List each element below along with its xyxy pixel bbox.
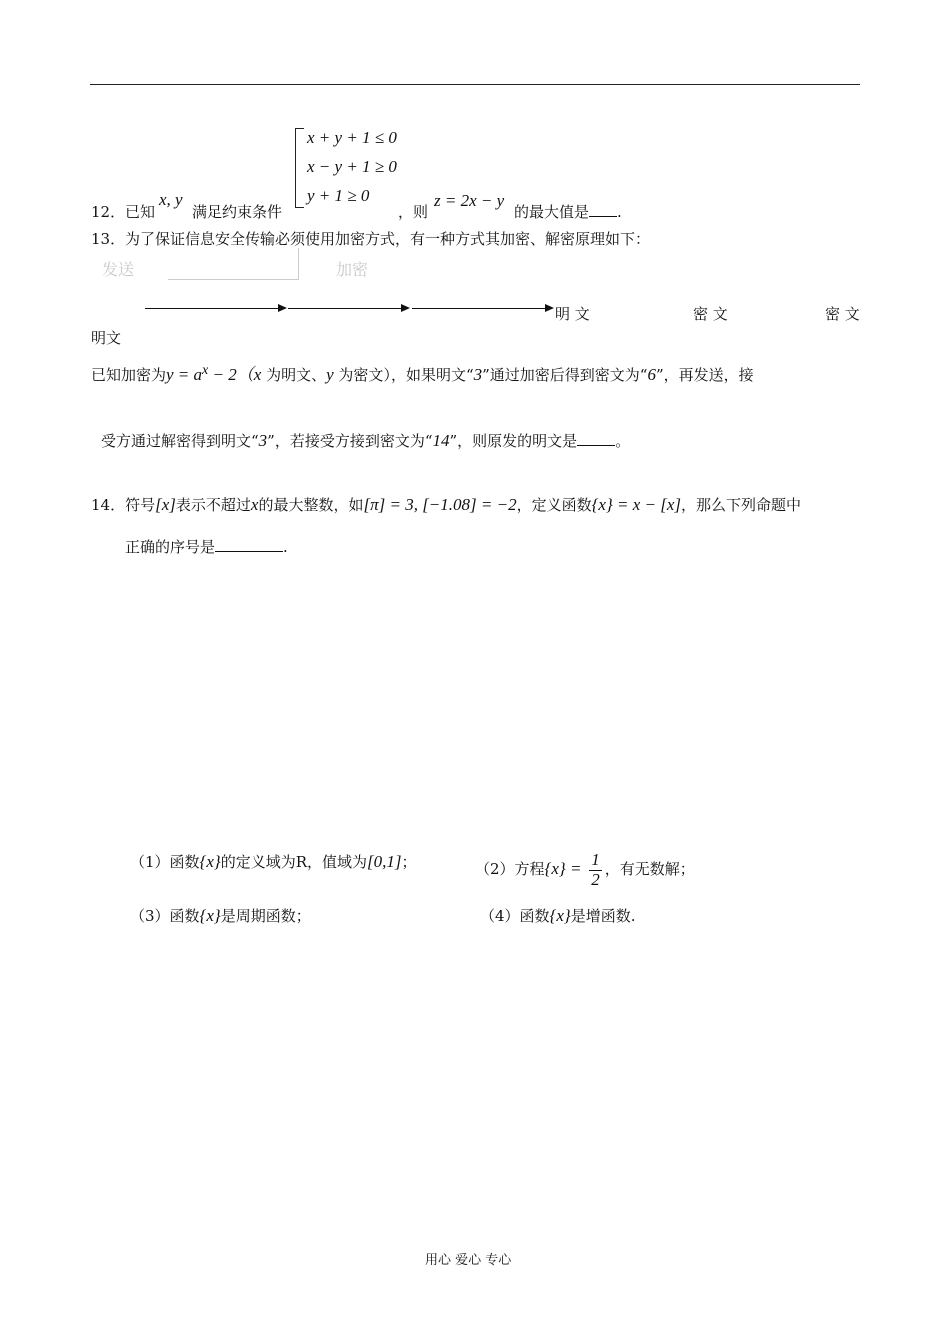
constraint-1: x + y + 1 ≤ 0 — [307, 128, 397, 147]
option-1 — [130, 851, 417, 872]
node-plaintext: 明 文 — [555, 305, 590, 323]
value-3b: 3 — [258, 431, 268, 450]
option-1-math: {x} — [199, 852, 221, 871]
q13-l2-d: 。 — [615, 432, 631, 450]
q13-line-1 — [91, 360, 754, 385]
fraction-numerator: 1 — [591, 850, 600, 869]
frac-part-definition: {x} = x − [x] — [591, 495, 682, 514]
option-2-text: ，有无数解； — [604, 860, 695, 879]
q14-line-2 — [125, 536, 288, 557]
system-brace — [295, 128, 304, 208]
q13-l2-c: ”，则原发的明文是 — [449, 432, 578, 450]
diagram-label-send: 发送 — [102, 260, 135, 279]
q13-l1-d: ，如果明文“ — [390, 366, 474, 384]
q14-e: ，那么下列命题中 — [681, 496, 802, 514]
constraint-3: y + 1 ≥ 0 — [307, 186, 370, 205]
q12-end: . — [617, 203, 622, 221]
exponent: x — [202, 363, 209, 378]
answer-blank — [215, 551, 283, 552]
arrow-3 — [412, 308, 552, 309]
option-4 — [480, 905, 635, 926]
q14-l2-end: . — [283, 538, 288, 556]
q13-l1-a: 已知加密为 — [91, 366, 167, 384]
q13-l1-f: ”，再发送，接 — [655, 366, 754, 384]
q13-l1-c: 为密文 — [338, 366, 384, 384]
option-3-text: 是周期函数； — [220, 907, 311, 925]
option-2 — [475, 851, 695, 889]
q12-vars: x, y — [159, 190, 183, 209]
floor-examples: [π] = 3, [−1.08] = −2 — [363, 495, 517, 514]
fraction-one-half — [589, 851, 602, 889]
answer-blank — [577, 445, 615, 446]
option-3-label: （3）函数 — [130, 907, 200, 925]
option-2-label: （2）方程 — [475, 860, 545, 879]
q13-l1-b: 为明文、 — [266, 366, 327, 384]
q14-a: 符号 — [125, 496, 156, 514]
q14-b: 表示不超过 — [175, 496, 251, 514]
var-y: y — [326, 365, 334, 384]
option-4-math: {x} — [549, 906, 571, 925]
option-3-math: {x} — [199, 906, 221, 925]
diagram-label-encrypt: 加密 — [336, 260, 369, 279]
option-4-label: （4）函数 — [480, 907, 550, 925]
diagram-faint-box — [168, 248, 299, 280]
var-x: x — [253, 365, 262, 384]
q13-line-2 — [101, 430, 630, 451]
q14-l2: 正确的序号是 — [125, 538, 216, 556]
q13-intro: 为了保证信息安全传输必须使用加密方式，有一种方式其加密、解密原理如下： — [125, 230, 651, 248]
question-number: 12． — [91, 203, 126, 221]
arrow-1 — [145, 308, 285, 309]
option-1-label: （1）函数 — [130, 853, 200, 871]
q12-text-4 — [514, 201, 622, 222]
q12-text-1: 已知 — [125, 203, 156, 221]
answer-blank — [589, 216, 617, 217]
floor-symbol: [x] — [155, 495, 176, 514]
header-rule — [90, 84, 860, 85]
fraction-denominator: 2 — [591, 869, 600, 889]
option-1-end: ； — [401, 853, 417, 871]
question-number: 13． — [91, 230, 126, 248]
option-2-math: {x} = — [544, 859, 582, 879]
node-ciphertext: 密 文 — [693, 305, 728, 323]
value-6: 6 — [647, 365, 656, 384]
q12-text-3: ，则 — [398, 203, 429, 221]
encrypt-function: y = a — [166, 365, 203, 384]
value-14: 14 — [432, 431, 450, 450]
constraint-2: x − y + 1 ≥ 0 — [307, 157, 397, 176]
question-number: 14． — [91, 496, 126, 514]
option-4-text: 是增函数. — [570, 907, 636, 925]
option-1-text: 的定义域为R，值域为 — [220, 853, 367, 871]
q12-max-label: 的最大值是 — [514, 203, 590, 221]
q13-l1-e: ”通过加密后得到密文为“ — [482, 366, 648, 384]
q14-c: 的最大整数，如 — [258, 496, 364, 514]
option-1-range: [0,1] — [367, 852, 402, 871]
q12-objective: z = 2x − y — [434, 191, 505, 210]
q14-line-1 — [91, 494, 801, 515]
page-footer: 用心 爱心 专心 — [425, 1253, 512, 1268]
q14-d: ，定义函数 — [516, 496, 592, 514]
arrow-2 — [288, 308, 408, 309]
q12-text-2: 满足约束条件 — [192, 203, 283, 221]
q13-l2-a: 受方通过解密得到明文“ — [101, 432, 259, 450]
q13-l2-b: ”，若接受方接到密文为“ — [267, 432, 433, 450]
value-3: 3 — [473, 365, 483, 384]
option-3 — [130, 905, 311, 926]
node-ciphertext-2: 密 文 — [825, 305, 860, 323]
q13-l1-paren: ） — [383, 366, 391, 384]
var-x: x — [250, 495, 259, 514]
encrypt-function-2: − 2（ — [208, 365, 254, 384]
node-plaintext-2: 明文 — [91, 329, 122, 347]
